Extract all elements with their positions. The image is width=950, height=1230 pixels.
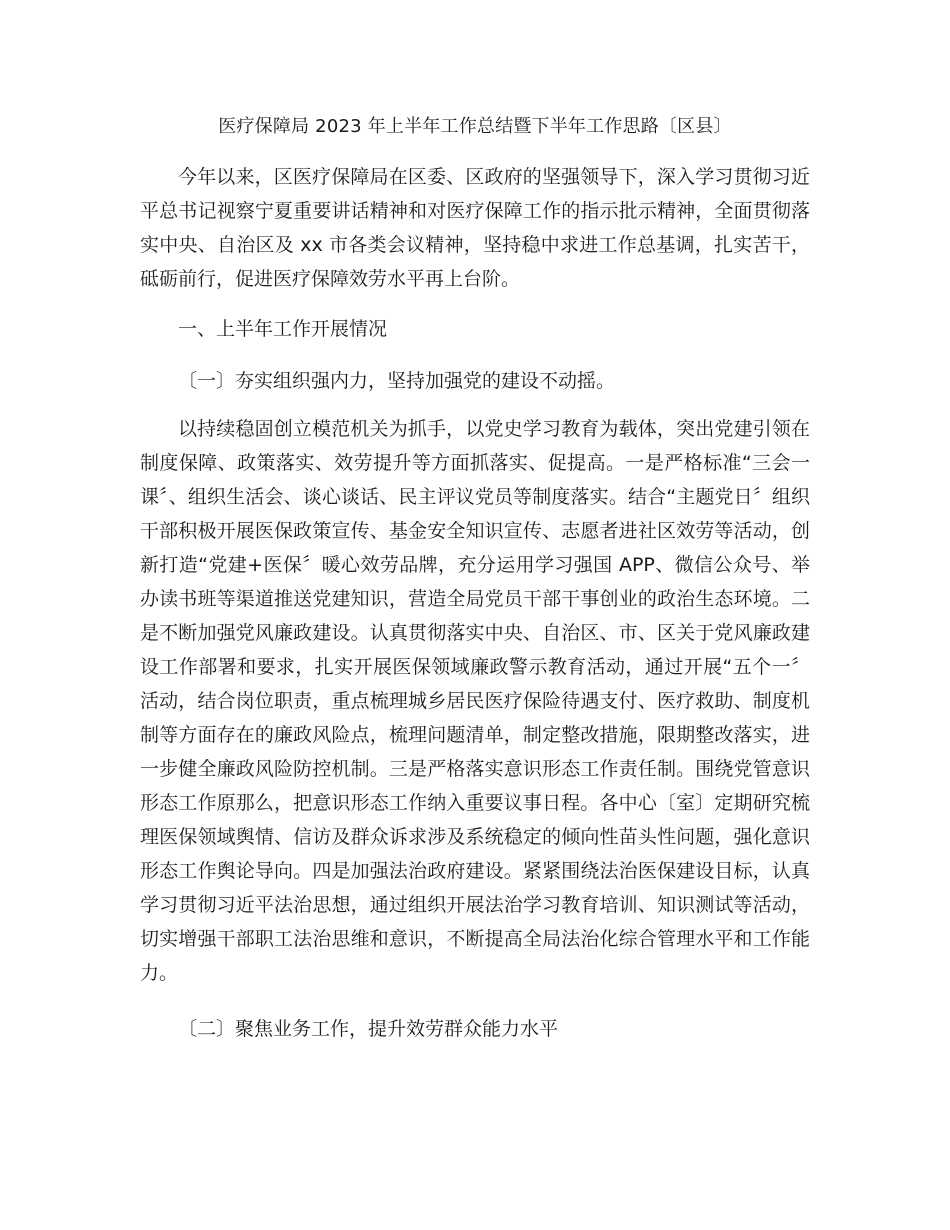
subsection-2-heading: 〔二〕聚焦业务工作，提升效劳群众能力水平 — [178, 1018, 559, 1040]
subsection-1-body: 以持续稳固创立模范机关为抓手，以党史学习教育为载体，突出党建引领在制度保障、政策落实、效劳提升等方面抓落实、促提高。一是严格标准“三会一课〞、组织生活会、谈心谈话、民主评议党员等制度落实。结合“主题党日〞组织干部积极开展医保政策宣传、基金安全知识宣传、志愿者进社区效劳等活动，创新打造“党建+医保〞暖心效劳品牌，充分运用学习强国 APP、微信公众号、举办读书班等渠道推送党建知识，营造全局党员干部干事创业的政治生态环境。二是不断加强党风廉政建设。认真贯彻落实中央、自治区、市、区关于党风廉政建设工作部署和要求，扎实开展医保领域廉政警示教育活动，通过开展“五个一〞活动，结合岗位职责，重点梳理城乡居民医疗保险待遇支付、医疗救助、制度机制等方面存在的廉政风险点，梳理问题清单，制定整改措施，限期整改落实，进一步健全廉政风险防控机制。三是严格落实意识形态工作责任制。围绕党管意识形态工作原那么，把意识形态工作纳入重要议事日程。各中心〔室〕定期研究梳理医保领域舆情、信访及群众诉求涉及系统稳定的倾向性苗头性问题，强化意识形态工作舆论导向。四是加强法治政府建设。紧紧围绕法治医保建设目标，认真学习贯彻习近平法治思想，通过组织开展法治学习教育培训、知识测试等活动，切实增强干部职工法治思维和意识，不断提高全局法治化综合管理水平和工作能力。 — [140, 418, 810, 984]
subsection-1-heading: 〔一〕夯实组织强内力，坚持加强党的建设不动摇。 — [178, 370, 616, 392]
intro-paragraph: 今年以来，区医疗保障局在区委、区政府的坚强领导下，深入学习贯彻习近平总书记视察宁夏重要讲话精神和对医疗保障工作的指示批示精神，全面贯彻落实中央、自治区及 xx 市各类会议精神，坚持稳中求进工作总基调，扎实苦干，砥砺前行，促进医疗保障效劳水平再上台阶。 — [140, 166, 810, 290]
document-title: 医疗保障局 2023 年上半年工作总结暨下半年工作思路〔区县〕 — [218, 116, 732, 137]
section-1-heading: 一、上半年工作开展情况 — [178, 318, 388, 340]
